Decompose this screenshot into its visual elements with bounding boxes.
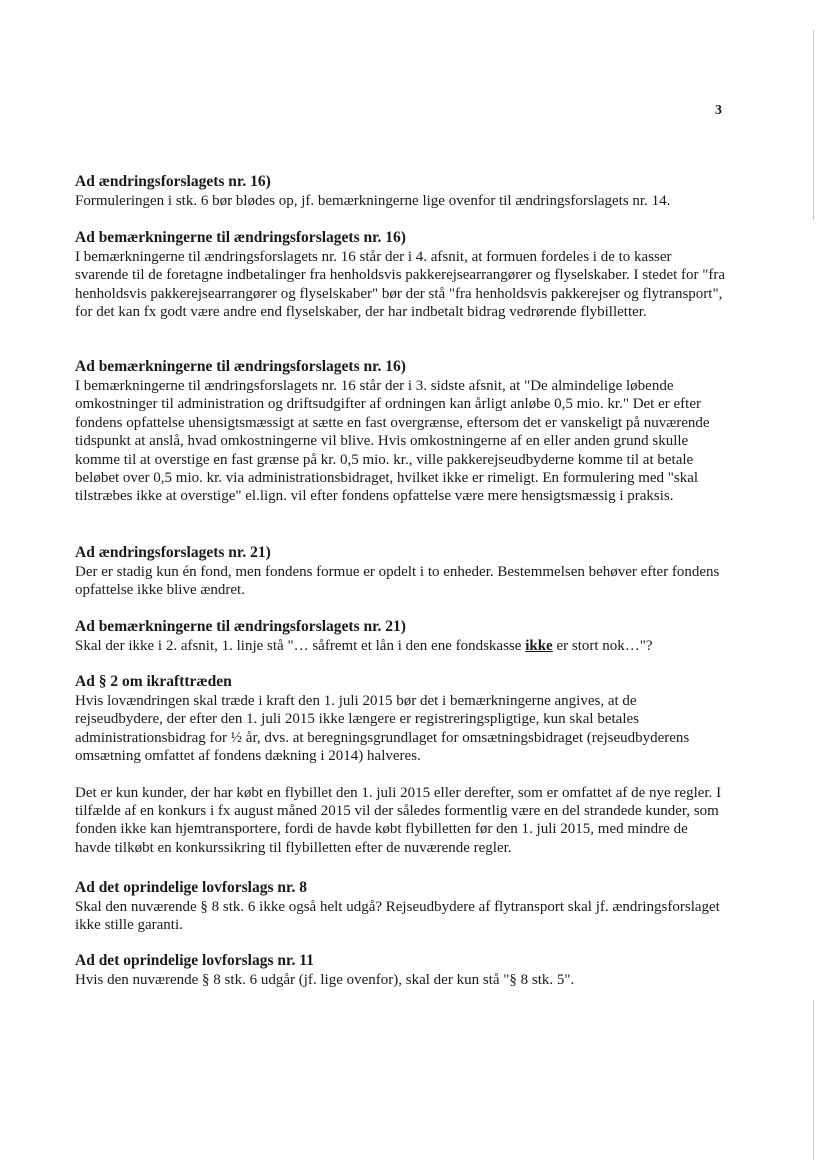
section-paragraph: Det er kun kunder, der har købt en flybillet den 1. juli 2015 eller derefter, som er omfattet af de nye regler. I tilfælde af en konkurs i fx august måned 2015 vil der således formentlig være en del strandede kunder, som fonden ikke kan hjemtransportere, fordi de havde købt flybilletten før den 1. juli 2015, med mindre de havde tilkøbt en konkurssikring til flybilletten efter de nuværende regler. [75,784,722,856]
section-paragraph: Skal den nuværende § 8 stk. 6 ikke også helt udgå? Rejseudbydere af flytransport skal jf. ændringsforslaget ikke stille garanti. [75,899,720,934]
paragraph-text-before: Skal der ikke i 2. afsnit, 1. linje stå "… såfremt et lån i den ene fondskasse [75,638,526,654]
section-paragraph: Der er stadig kun én fond, men fondens formue er opdelt i to enheder. Bestemmelsen behøver efter fondens opfattelse ikke blive ændret. [75,564,720,599]
section-heading: Ad det oprindelige lovforslags nr. 8 [75,879,307,896]
section-heading: Ad bemærkningerne til ændringsforslagets nr. 16) [75,229,406,246]
section-heading: Ad bemærkningerne til ændringsforslagets nr. 21) [75,618,406,635]
section-paragraph: I bemærkningerne til ændringsforslagets nr. 16 står der i 4. afsnit, at formuen fordeles i de to kasser svarende til de foretagne indbetalinger fra henholdsvis pakkerejsearrangører og flyselskaber. I stedet for "fra henholdsvis pakkerejsearrangører og flyselskaber" bør der stå "fra henholdsvis pakkerejser og flytransport", for det kan fx godt være andre end flyselskaber, der har indbetalt bidrag vedrørende flybilletter. [75,249,726,321]
section-heading: Ad ændringsforslagets nr. 21) [75,544,271,561]
section-paragraph: I bemærkningerne til ændringsforslagets nr. 16 står der i 3. sidste afsnit, at "De almindelige løbende omkostninger til administration og driftsudgifter af ordningen kan årligt anløbe 0,5 mio. kr." Det er efter fondens opfattelse uhensigtsmæssigt at sætte en fast overgrænse, eftersom det er vanskeligt på nuværende tidspunkt at anslå, hvad omkostningerne vil blive. Hvis omkostningerne af en eller anden grund skulle komme til at overstige en fast grænse på kr. 0,5 mio. kr., ville pakkerejseudbyderne komme til at betale beløbet over 0,5 mio. kr. via administrationsbidraget, hvilket ikke er rimeligt. En formulering med "skal tilstræbes ikke at overstige" el.lign. vil efter fondens opfattelse være mere hensigtsmæssig i praksis. [75,378,710,505]
section-heading: Ad det oprindelige lovforslags nr. 11 [75,952,314,969]
scan-edge-top [813,30,814,220]
section-remarks-16-a [75,228,727,322]
section-heading: Ad ændringsforslagets nr. 16) [75,173,271,190]
scan-edge-bottom [813,1000,814,1160]
section-paragraph: Hvis lovændringen skal træde i kraft den 1. juli 2015 bør det i bemærkningerne angives, at de rejseudbydere, der efter den 1. juli 2015 ikke længere er registreringspligtige, kun skal betales administrationsbidrag for ½ år, dvs. at beregningsgrundlaget for omsætningsbidraget (rejseudbyderens omsætning omfattet af fondens dækning i 2014) halveres. [75,693,690,765]
section-paragraph: Hvis den nuværende § 8 stk. 6 udgår (jf. lige ovenfor), skal der kun stå "§ 8 stk. 5". [75,972,575,988]
section-amendment-21 [75,543,727,600]
section-paragraph [75,637,727,655]
paragraph-text-after: er stort nok…"? [552,638,653,654]
section-remarks-16-b [75,357,727,506]
section-heading: Ad § 2 om ikrafttræden [75,673,232,690]
section-original-bill-8 [75,878,727,935]
section-original-bill-11 [75,951,727,989]
page-number: 3 [715,103,722,118]
section-amendment-16 [75,172,727,210]
underlined-word: ikke [525,638,553,654]
section-commencement [75,672,727,857]
section-paragraph: Formuleringen i stk. 6 bør blødes op, jf. bemærkningerne lige ovenfor til ændringsforslagets nr. 14. [75,193,671,209]
section-heading: Ad bemærkningerne til ændringsforslagets nr. 16) [75,358,406,375]
section-remarks-21 [75,617,727,655]
